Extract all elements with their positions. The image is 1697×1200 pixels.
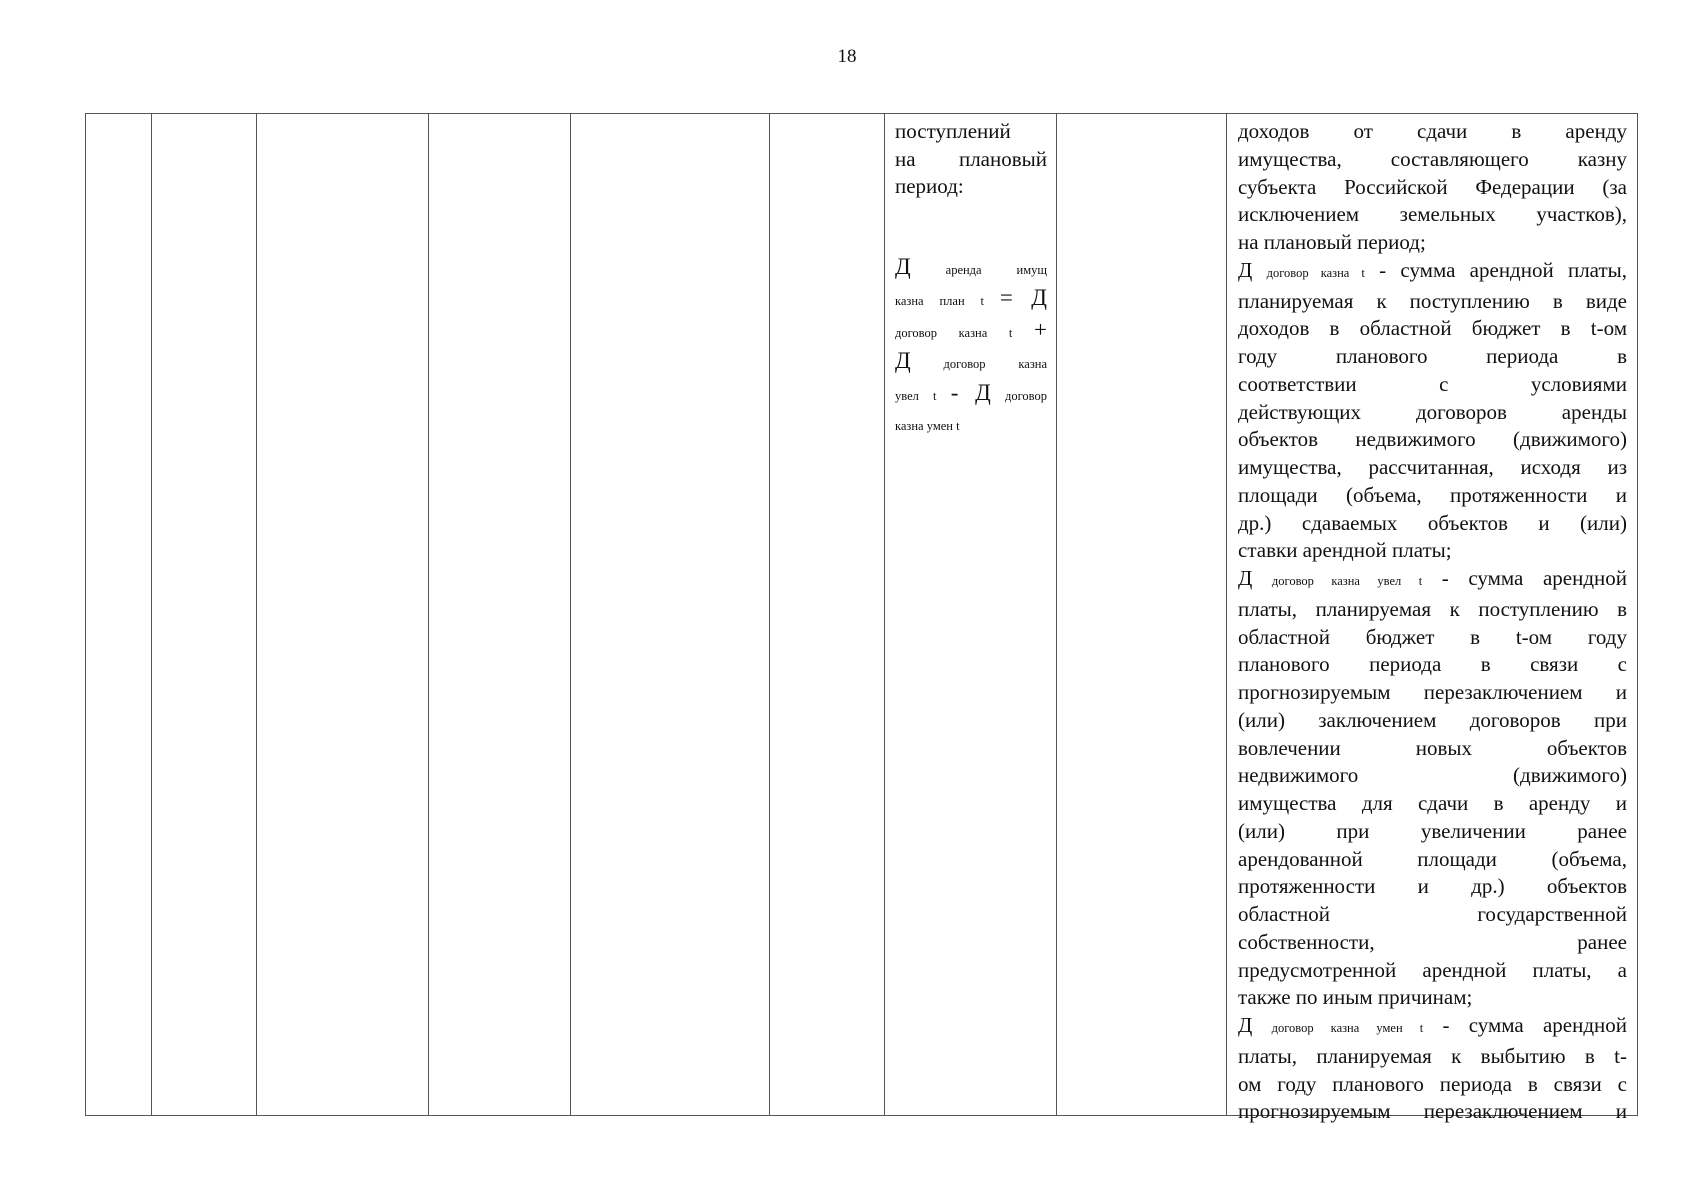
subscript-text: аренда имущ [910, 262, 1047, 277]
text-segment: вовлечении новых объектов [1238, 735, 1627, 760]
text-line [1238, 762, 1627, 790]
text-line [895, 347, 1047, 379]
text-segment: планового периода в связи с [1238, 652, 1627, 677]
text-line [895, 146, 1047, 174]
text-line [1238, 984, 1627, 1012]
text-segment: - сумма арендной [1422, 566, 1627, 590]
column-border [1056, 113, 1057, 1116]
text-line [1238, 201, 1627, 229]
text-segment: имущества, рассчитанная, исходя из [1238, 455, 1627, 479]
text-segment: платы, планируемая к поступлению в [1238, 596, 1627, 621]
page-number: 18 [837, 46, 857, 67]
text-line [1238, 174, 1627, 202]
column-border [85, 113, 86, 1116]
text-line [1238, 1012, 1627, 1043]
text-line [1238, 1071, 1627, 1099]
column-border [256, 113, 257, 1116]
text-line [1238, 624, 1627, 652]
subscript-text: договор казна [910, 357, 1047, 371]
text-segment: = Д [999, 285, 1047, 310]
subscript-text: договор казна умен t [1271, 1021, 1424, 1035]
text-segment: также по иным причинам; [1238, 985, 1473, 1010]
text-segment: период: [895, 174, 964, 198]
text-segment: (или) при увеличении ранее [1238, 818, 1627, 843]
text-segment: поступлений [895, 119, 1011, 143]
text-line [1238, 426, 1627, 454]
text-segment: имущества для сдачи в аренду и [1238, 791, 1627, 815]
subscript-text: договор [990, 388, 1048, 403]
description-cell [1238, 118, 1627, 1126]
text-segment: Д [1238, 566, 1272, 590]
text-segment: прогнозируемым перезаключением и [1238, 680, 1627, 704]
column-border [884, 113, 885, 1116]
formula-cell [895, 118, 1047, 441]
text-line [1238, 846, 1627, 874]
text-line [1238, 790, 1627, 818]
text-segment: Д [1238, 1013, 1272, 1037]
text-line [1238, 957, 1627, 985]
text-segment: - сумма арендной платы, [1364, 257, 1627, 282]
text-line [895, 316, 1047, 348]
text-segment: на плановый [895, 146, 1047, 171]
subscript-text: казна умен t [895, 419, 960, 433]
text-segment: областной государственной [1238, 902, 1627, 926]
text-line [1238, 873, 1627, 901]
text-line [895, 379, 1047, 411]
text-line [1238, 1098, 1627, 1126]
text-line [1238, 679, 1627, 707]
text-segment: планируемая к поступлению в виде [1238, 288, 1627, 313]
column-border [769, 113, 770, 1116]
text-segment: исключением земельных участков), [1238, 202, 1627, 227]
text-line [1238, 118, 1627, 146]
text-segment: прогнозируемым перезаключением и [1238, 1099, 1627, 1124]
text-segment: протяженности и др.) объектов [1238, 874, 1627, 899]
text-line [895, 173, 1047, 201]
text-line [1238, 399, 1627, 427]
subscript-text: договор казна t [895, 325, 1035, 340]
text-segment: - Д [950, 379, 991, 405]
text-segment: доходов от сдачи в аренду [1238, 119, 1627, 143]
subscript-text: договор казна увел t [1271, 574, 1423, 588]
text-segment: предусмотренной арендной платы, а [1238, 957, 1627, 982]
text-segment: году планового периода в [1238, 344, 1627, 368]
text-line [1238, 537, 1627, 565]
subscript-text: увел t [895, 388, 951, 403]
text-segment: + [1034, 316, 1047, 342]
column-border [1226, 113, 1227, 1116]
text-line [1238, 565, 1627, 596]
text-segment: Д [895, 348, 911, 373]
paragraph [895, 118, 1047, 201]
column-border [428, 113, 429, 1116]
text-segment: (или) заключением договоров при [1238, 707, 1627, 732]
text-line [1238, 735, 1627, 763]
column-border [151, 113, 152, 1116]
text-segment: областной бюджет в t-ом году [1238, 624, 1627, 649]
text-segment: доходов в областной бюджет в t-ом [1238, 316, 1627, 341]
text-line [1238, 257, 1627, 288]
text-segment: действующих договоров аренды [1238, 399, 1627, 424]
column-border [1637, 113, 1638, 1116]
column-border [570, 113, 571, 1116]
text-line [895, 410, 1047, 441]
paragraph [1238, 1012, 1627, 1126]
text-line [1238, 510, 1627, 538]
text-line [1238, 651, 1627, 679]
table-top-border [85, 113, 1638, 114]
text-segment: недвижимого (движимого) [1238, 763, 1627, 788]
paragraph [895, 253, 1047, 441]
text-line [895, 118, 1047, 146]
paragraph [1238, 565, 1627, 1012]
text-line [1238, 901, 1627, 929]
text-line [1238, 1043, 1627, 1071]
text-segment: на плановый период; [1238, 230, 1426, 254]
text-segment: Д [1238, 257, 1267, 282]
text-line [1238, 315, 1627, 343]
subscript-text: казна план t [895, 294, 1000, 308]
text-segment: собственности, ранее [1238, 929, 1627, 954]
paragraph [1238, 257, 1627, 565]
text-line [1238, 707, 1627, 735]
text-line [895, 284, 1047, 316]
text-line [1238, 482, 1627, 510]
text-segment: ставки арендной платы; [1238, 538, 1452, 563]
text-segment: платы, планируемая к выбытию в t- [1238, 1043, 1627, 1068]
text-line [1238, 929, 1627, 957]
text-segment: соответствии с условиями [1238, 371, 1627, 396]
text-line [1238, 343, 1627, 371]
text-segment: - сумма арендной [1423, 1013, 1628, 1037]
text-segment: Д [895, 253, 911, 279]
paragraph [1238, 118, 1627, 257]
text-line [1238, 371, 1627, 399]
text-line [1238, 596, 1627, 624]
text-segment: субъекта Российской Федерации (за [1238, 174, 1627, 199]
text-segment: др.) сдаваемых объектов и (или) [1238, 510, 1627, 535]
text-segment: ом году планового периода в связи с [1238, 1071, 1627, 1096]
text-segment: объектов недвижимого (движимого) [1238, 427, 1627, 452]
text-segment: арендованной площади (объема, [1238, 846, 1627, 871]
text-segment: имущества, составляющего казну [1238, 146, 1627, 171]
text-line [1238, 288, 1627, 316]
text-line [1238, 818, 1627, 846]
subscript-text: договор казна t [1266, 265, 1365, 280]
text-line [895, 253, 1047, 285]
text-segment: площади (объема, протяженности и [1238, 482, 1627, 507]
text-line [1238, 229, 1627, 257]
text-line [1238, 146, 1627, 174]
text-line [1238, 454, 1627, 482]
